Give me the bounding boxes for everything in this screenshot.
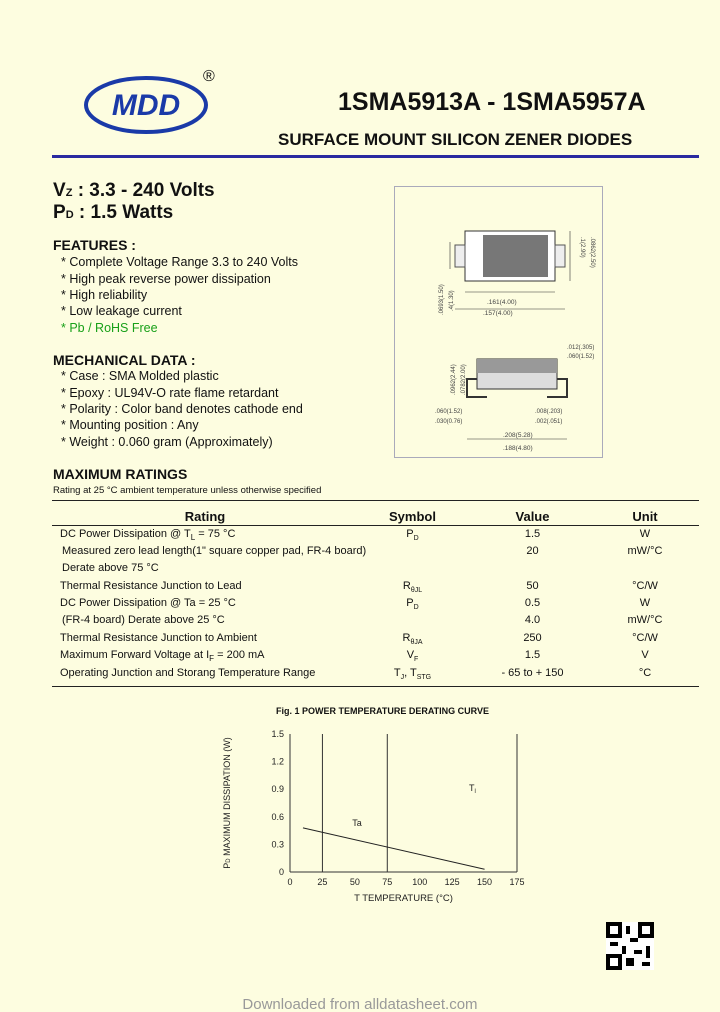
y-tick-label: 1.2 xyxy=(271,756,284,767)
value-cell: 1.5 xyxy=(524,649,541,661)
y-tick-label: 0 xyxy=(278,867,284,877)
dim-top-left-1: .0693(1.50) xyxy=(439,284,445,315)
x-axis-label: T TEMPERATURE (°C) xyxy=(354,893,453,904)
mechanical-item: * Weight : 0.060 gram (Approximately) xyxy=(61,435,273,449)
symbol-sub: θJL xyxy=(410,587,423,595)
rating-cell xyxy=(60,632,257,644)
document-subtitle: SURFACE MOUNT SILICON ZENER DIODES xyxy=(278,130,633,149)
symbol-sub: D xyxy=(413,604,419,612)
dim-side-left-2: .0782(2.00) xyxy=(461,364,467,395)
vz-spec: VZ : 3.3 - 240 Volts xyxy=(53,180,215,201)
mechanical-item: * Mounting position : Any xyxy=(61,418,199,432)
rating-cell xyxy=(60,528,235,542)
ratings-title: MAXIMUM RATINGS xyxy=(53,466,188,482)
x-tick-label: 0 xyxy=(287,877,293,887)
rating-text: Derate above 75 °C xyxy=(62,562,159,574)
mechanical-title: MECHANICAL DATA : xyxy=(53,352,196,368)
rating-text: DC Power Dissipation @ Ta = 25 °C xyxy=(60,597,236,609)
ratings-note: Rating at 25 °C ambient temperature unless otherwise specified xyxy=(53,485,322,496)
symbol-text: P xyxy=(406,597,414,609)
y-axis-label-sub: D xyxy=(226,858,232,863)
features-title: FEATURES : xyxy=(53,237,136,253)
rating-cell xyxy=(60,667,315,679)
value-cell: 1.5 xyxy=(524,528,541,540)
annotation-sub: l xyxy=(474,789,476,796)
y-axis-label-text: MAXIMUM DISSIPATION (W) xyxy=(222,737,232,859)
feature-item: * High peak reverse power dissipation xyxy=(61,272,271,286)
symbol-cell xyxy=(370,649,455,663)
rating-cell xyxy=(62,545,366,557)
y-axis-label: PD MAXIMUM DISSIPATION (W) xyxy=(222,737,232,869)
registered-mark: ® xyxy=(203,68,215,85)
symbol-sub: J xyxy=(400,674,405,682)
rating-cell xyxy=(60,597,236,609)
y-tick-label: 0.9 xyxy=(271,784,284,795)
feature-item: * Low leakage current xyxy=(61,304,182,318)
symbol-cell xyxy=(370,580,455,594)
symbol-cell xyxy=(370,632,455,646)
header-rule xyxy=(52,155,699,158)
col-header-value: Value xyxy=(515,509,550,524)
table-bottom-rule xyxy=(52,686,699,687)
pd-spec: PD : 1.5 Watts xyxy=(53,202,174,223)
unit-cell: W xyxy=(639,528,651,540)
x-tick-label: 100 xyxy=(412,877,428,887)
feature-item: * Complete Voltage Range 3.3 to 240 Volts xyxy=(61,255,298,269)
table-top-rule xyxy=(52,500,699,501)
symbol-cell xyxy=(370,528,455,542)
y-tick-label: 0.6 xyxy=(271,811,284,822)
x-tick-label: 150 xyxy=(477,877,493,887)
mechanical-item: * Case : SMA Molded plastic xyxy=(61,369,219,383)
table-header-rule xyxy=(52,525,699,526)
y-tick-label: 0.3 xyxy=(271,839,284,850)
x-tick-label: 50 xyxy=(349,877,360,887)
dim-side-bottom-1: .208(5.28) xyxy=(503,432,533,439)
unit-cell: °C/W xyxy=(632,580,658,592)
col-header-symbol: Symbol xyxy=(389,509,436,524)
dim-bottom-2: .157(4.00) xyxy=(483,310,513,317)
dim-side-bl-1: .060(1.52) xyxy=(435,409,463,415)
mechanical-item: * Polarity : Color band denotes cathode end xyxy=(61,402,303,416)
symbol-sub: θJA xyxy=(410,639,423,647)
dim-side-br-1: .008(.203) xyxy=(535,409,563,415)
rating-text: DC Power Dissipation @ T xyxy=(60,528,191,540)
value-cell: 20 xyxy=(526,545,539,557)
value-cell: 4.0 xyxy=(524,614,541,626)
rating-sub: F xyxy=(209,654,215,664)
package-drawing xyxy=(395,187,602,457)
symbol-text: P xyxy=(406,528,414,540)
rating-text: Measured zero lead length(1" square copper pad, FR-4 board) xyxy=(62,545,367,557)
rating-text: Thermal Resistance Junction to Lead xyxy=(60,580,242,592)
logo-text: MDD xyxy=(111,89,181,122)
value-cell: - 65 to + 150 xyxy=(501,667,564,679)
symbol-text: T xyxy=(393,667,401,679)
derating-chart xyxy=(210,722,550,912)
rating-text: Maximum Forward Voltage at I xyxy=(60,649,210,661)
dim-side-tr-2: .060(1.52) xyxy=(567,354,595,360)
unit-cell: W xyxy=(639,597,651,609)
rating-text: (FR-4 board) Derate above 25 °C xyxy=(62,614,225,626)
dim-top-right-1: .1(2.90) xyxy=(579,237,585,258)
unit-cell: mW/°C xyxy=(627,614,663,626)
feature-item-rohs: * Pb / RoHS Free xyxy=(61,321,158,335)
dim-side-bl-2: .030(0.76) xyxy=(435,419,463,425)
symbol-sub: D xyxy=(413,535,419,543)
unit-cell: °C xyxy=(638,667,652,679)
mechanical-item: * Epoxy : UL94V-O rate flame retardant xyxy=(61,386,279,400)
rating-sub: L xyxy=(190,533,196,543)
dim-top-left-2: .4(1.30) xyxy=(449,290,455,311)
qr-code xyxy=(606,922,654,970)
symbol-text: R xyxy=(402,580,411,592)
col-header-unit: Unit xyxy=(632,509,658,524)
unit-cell: mW/°C xyxy=(627,545,663,557)
x-tick-label: 25 xyxy=(317,877,328,887)
unit-cell: V xyxy=(641,649,649,661)
rating-tail: = 200 mA xyxy=(214,649,265,661)
mdd-logo xyxy=(84,75,214,135)
package-outline-box xyxy=(394,186,603,458)
part-number: 1SMA5913A - 1SMA5957A xyxy=(338,88,646,116)
symbol-sub: F xyxy=(414,656,419,664)
feature-item: * High reliability xyxy=(61,288,148,302)
rating-text: Operating Junction and Storang Temperature Range xyxy=(60,667,316,679)
dim-side-left-1: .0962(2.44) xyxy=(451,364,457,395)
rating-text: Thermal Resistance Junction to Ambient xyxy=(60,632,257,644)
symbol-cell xyxy=(370,597,455,611)
value-cell: 0.5 xyxy=(524,597,541,609)
chart-annotation: Ta xyxy=(352,818,362,828)
chart-title: Fig. 1 POWER TEMPERATURE DERATING CURVE xyxy=(276,706,490,716)
col-header-rating: Rating xyxy=(184,509,226,524)
value-cell: 250 xyxy=(523,632,542,644)
symbol-text: V xyxy=(406,649,415,661)
dim-side-tr-1: .012(.305) xyxy=(567,345,595,351)
symbol-sub2: STG xyxy=(416,674,432,682)
symbol-tail: , T xyxy=(404,667,417,679)
package-body-top xyxy=(483,235,548,277)
x-tick-label: 125 xyxy=(444,877,460,887)
symbol-text: R xyxy=(402,632,411,644)
unit-cell: °C/W xyxy=(632,632,658,644)
x-tick-label: 75 xyxy=(382,877,393,887)
rating-tail: = 75 °C xyxy=(195,528,236,540)
value-cell: 50 xyxy=(526,580,539,592)
chart-annotation: $T_l$ xyxy=(469,783,476,796)
x-tick-label: 175 xyxy=(509,877,525,887)
symbol-cell xyxy=(370,667,455,681)
dim-bottom-1: .161(4.00) xyxy=(487,299,517,306)
footer-watermark: Downloaded from alldatasheet.com xyxy=(242,996,478,1012)
y-tick-label: 1.5 xyxy=(271,729,284,739)
rating-cell xyxy=(60,580,242,592)
dim-top-right-2: .0862(2.50) xyxy=(589,237,595,268)
rating-cell xyxy=(62,562,159,574)
rating-cell xyxy=(62,614,225,626)
rating-cell xyxy=(60,649,265,663)
dim-side-bottom-2: .188(4.80) xyxy=(503,445,533,452)
series-line-ta xyxy=(303,828,485,869)
dim-side-br-2: .002(.051) xyxy=(535,419,563,425)
